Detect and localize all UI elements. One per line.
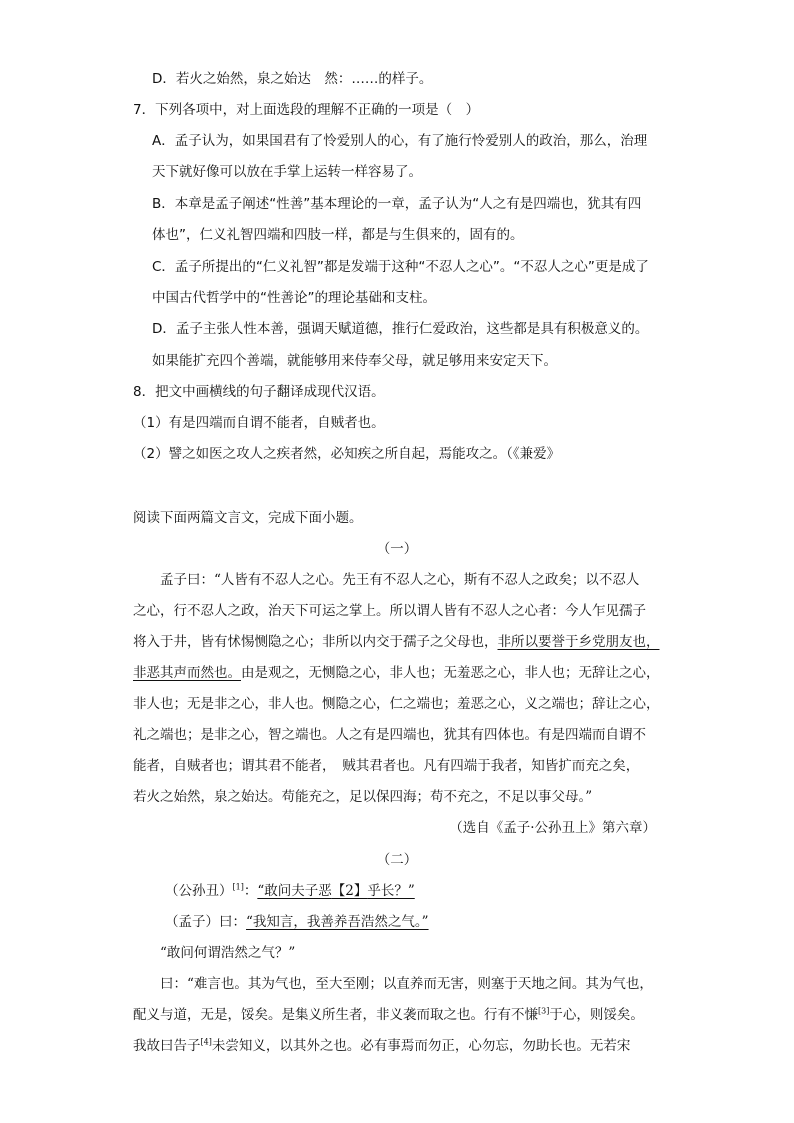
text1-line4-plain: 由是观之，无恻隐之心，非人也；无羞恶之心，非人也；无辞让之心， [241,665,660,681]
underlined-sentence-part1: 非所以要誉于乡党朋友也， [497,634,660,650]
text2-line3: “敢问何谓浩然之气？” [160,945,296,961]
footnote-marker-1: [1] [232,882,244,892]
text2-line4: 曰：“难言也。其为气也，至大至刚；以直养而无害，则塞于天地之间。其为气也， [160,976,653,992]
q7-option-b-line1: B．本章是孟子阐述“性善”基本理论的一章，孟子认为“人之有是四端也，犹其有四 [152,196,642,212]
text1-line5: 非人也；无是非之心，非人也。恻隐之心，仁之端也；羞恶之心，义之端也；辞让之心， [133,696,660,712]
text1-line6: 礼之端也；是非之心，智之端也。人之有是四端也，犹其有四体也。有是四端而自谓不 [133,727,646,743]
text1-line4 [133,661,660,681]
text2-line5 [133,1003,644,1023]
text2-line5-main: 配义与道，无是，馁矣。是集义所生者，非义袭而取之也。行有不慊 [133,1007,538,1023]
speaker-mencius: （孟子）曰： [165,914,246,930]
text1-line7: 能者，自贼者也；谓其君不能者， 贼其君者也。凡有四端于我者，知皆扩而充之矣， [133,758,640,774]
q6-option-d: D．若火之始然，泉之始达 然：……的样子。 [152,71,433,87]
text2-heading: （二） [376,852,418,868]
q8-stem: 8．把文中画横线的句子翻译成现代汉语。 [133,384,385,400]
quote-1-part-b: 乎长？” [367,883,415,899]
text1-line1: 孟子曰：“人皆有不忍人之心。先王有不忍人之心，斯有不忍人之政矣；以不忍人 [160,572,640,588]
text2-line6 [133,1034,630,1054]
text1-line8: 若火之始然，泉之始达。苟能充之，足以保四海；苟不充之，不足以事父母。” [133,789,593,805]
q7-stem: 7．下列各项中，对上面选段的理解不正确的一项是（ ） [133,102,480,118]
text2-line5-end: 于心，则馁矣。 [549,1007,644,1023]
text1-source: （选自《孟子·公孙丑上》第六章） [449,820,656,836]
q7-option-b-line2: 体也”，仁义礼智四端和四肢一样，都是与生俱来的，固有的。 [152,227,524,243]
quote-1-part-a: “敢问夫子恶 [257,883,332,899]
q7-option-a-line1: A．孟子认为，如果国君有了怜爱别人的心，有了施行怜爱别人的政治，那么，治理 [152,133,648,149]
text2-line6-end: 未尝知义，以其外之也。必有事焉而勿正，心勿忘，勿助长也。无若宋 [211,1038,631,1054]
q7-option-d-line1: D．孟子主张人性本善，强调天赋道德，推行仁爱政治，这些都是具有积极意义的。 [152,321,649,337]
underlined-quote-1 [257,883,414,899]
underlined-sentence-part2: 非恶其声而然也。 [133,665,241,681]
text1-line3-plain: 将入于井，皆有怵惕恻隐之心；非所以内交于孺子之父母也， [133,634,498,650]
text2-line6-start: 我故曰告子 [133,1038,201,1054]
text2-line1 [165,879,415,899]
underlined-quote-2: “我知言，我善养吾浩然之气。” [246,914,429,930]
q8-sentence-1: （1）有是四端而自谓不能者，自贼者也。 [133,415,385,431]
footnote-marker-4: [4] [200,1037,212,1047]
q7-option-c-line1: C．孟子所提出的“仁义礼智”都是发端于这种“不忍人之心”。“不忍人之心”更是成了 [152,259,649,275]
text1-heading: （一） [376,541,418,557]
q7-option-d-line2: 如果能扩充四个善端，就能够用来侍奉父母，就足够用来安定天下。 [152,353,557,369]
speaker-gongsunchou: （公孙丑） [165,883,233,899]
q7-option-c-line2: 中国古代哲学中的“性善论”的理论基础和支柱。 [152,290,436,306]
colon: ： [243,883,258,899]
text1-line3 [133,630,660,650]
text2-line2 [165,910,429,930]
q8-sentence-2: （2）譬之如医之攻人之疾者然，必知疾之所自起，焉能攻之。（《兼爱》 [133,446,561,462]
q7-option-a-line2: 天下就好像可以放在手掌上运转一样容易了。 [152,164,422,180]
footnote-marker-3: [3] [538,1006,550,1016]
text1-line2: 之心，行不忍人之政，治天下可运之掌上。所以谓人皆有不忍人之心者：今人乍见孺子 [133,603,646,619]
reading-intro: 阅读下面两篇文言文，完成下面小题。 [133,510,363,526]
footnote-marker-2: 【2】 [331,883,368,899]
